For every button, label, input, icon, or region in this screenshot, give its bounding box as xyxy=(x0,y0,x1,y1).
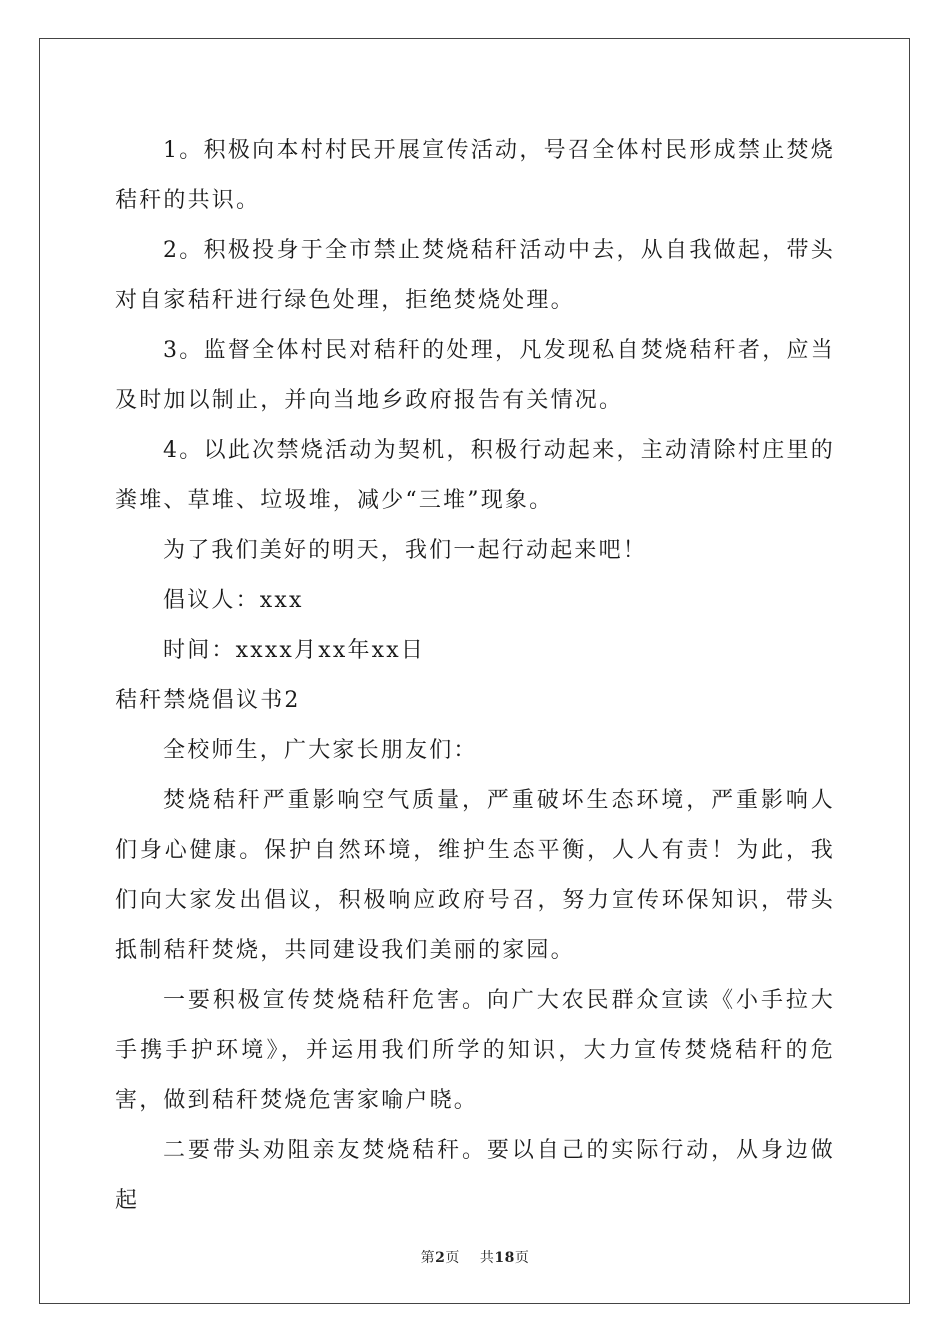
total-prefix: 共 xyxy=(479,1250,495,1266)
paragraph-item-1: 1。积极向本村村民开展宣传活动，号召全体村民形成禁止焚烧秸秆的共识。 xyxy=(115,138,835,213)
page-number: 2 xyxy=(435,1250,446,1266)
date-line: 时间：xxxx月xx年xx日 xyxy=(163,638,426,663)
paragraph-item-3: 3。监督全体村民对秸秆的处理，凡发现私自焚烧秸秆者，应当及时加以制止，并向当地乡政府报告有关情况。 xyxy=(115,338,835,413)
page-suffix: 页 xyxy=(445,1250,460,1266)
intro-paragraph: 焚烧秸秆严重影响空气质量，严重破坏生态环境，严重影响人们身心健康。保护自然环境，维护生态平衡，人人有责！为此，我们向大家发出倡议，积极响应政府号召，努力宣传环保知识，带头抵制秸秆焚烧，共同建设我们美丽的家园。 xyxy=(115,788,835,963)
closing-line: 为了我们美好的明天，我们一起行动起来吧！ xyxy=(163,538,648,563)
total-suffix: 页 xyxy=(514,1250,530,1266)
total-pages: 18 xyxy=(494,1250,515,1266)
section-title: 秸秆禁烧倡议书2 xyxy=(115,688,301,713)
page-footer xyxy=(0,1247,950,1267)
document-body xyxy=(115,126,835,1226)
point-one-paragraph: 一要积极宣传焚烧秸秆危害。向广大农民群众宣读《小手拉大手携手护环境》，并运用我们所学的知识，大力宣传焚烧秸秆的危害，做到秸秆焚烧危害家喻户晓。 xyxy=(115,988,835,1113)
proposer-line: 倡议人：xxx xyxy=(163,588,304,613)
paragraph-item-2: 2。积极投身于全市禁止焚烧秸秆活动中去，从自我做起，带头对自家秸秆进行绿色处理，拒绝焚烧处理。 xyxy=(115,238,835,313)
paragraph-item-4: 4。以此次禁烧活动为契机，积极行动起来，主动清除村庄里的粪堆、草堆、垃圾堆，减少“三堆”现象。 xyxy=(115,438,835,513)
salutation: 全校师生，广大家长朋友们： xyxy=(163,738,478,763)
page-prefix: 第 xyxy=(420,1250,436,1266)
point-two-paragraph: 二要带头劝阻亲友焚烧秸秆。要以自己的实际行动，从身边做起 xyxy=(115,1138,835,1213)
